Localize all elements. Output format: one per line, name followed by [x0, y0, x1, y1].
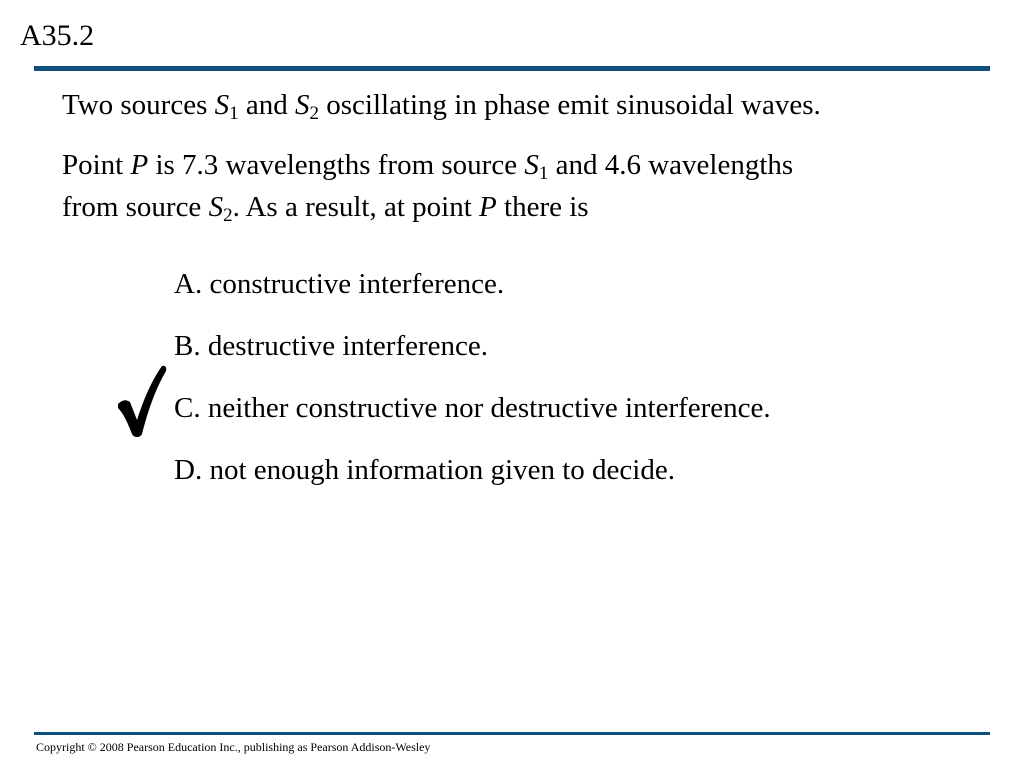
body-text-1: Point: [62, 149, 131, 181]
source-s1-symbol: S: [524, 149, 539, 181]
point-p-symbol: P: [479, 191, 497, 223]
point-p-symbol: P: [130, 149, 149, 181]
checkmark-icon: [116, 364, 168, 438]
top-divider: [34, 66, 990, 71]
option-c: C. neither constructive nor destructive interference.: [174, 392, 771, 424]
source-s2-symbol: S: [208, 191, 224, 223]
intro-text-1: Two sources: [62, 89, 215, 121]
source-s1-subscript: 1: [538, 163, 549, 184]
option-d: D. not enough information given to decide.: [174, 454, 675, 486]
body-text-5: . As a result, at point: [232, 191, 480, 223]
answer-options: [174, 263, 771, 511]
intro-text-2: and: [238, 89, 295, 121]
body-text-4: from source: [62, 191, 209, 223]
source-s1-subscript: 1: [229, 103, 239, 124]
intro-text-3: oscillating in phase emit sinusoidal waves.: [318, 89, 821, 121]
option-a: A. constructive interference.: [174, 268, 505, 300]
option-b: B. destructive interference.: [174, 330, 489, 362]
bottom-divider: [34, 732, 990, 735]
source-s2-subscript: 2: [309, 103, 319, 124]
source-s2-subscript: 2: [223, 205, 233, 226]
body-text-2: is 7.3 wavelengths from source: [148, 149, 525, 181]
copyright-notice: Copyright © 2008 Pearson Education Inc., publishing as Pearson Addison-Wesley: [36, 740, 431, 754]
question-body: [62, 144, 992, 228]
slide-title: A35.2: [20, 19, 95, 52]
source-s2-symbol: S: [294, 89, 310, 121]
source-s1-symbol: S: [214, 89, 230, 121]
body-text-6: there is: [496, 191, 589, 223]
question-intro: [62, 84, 992, 126]
body-text-3: and 4.6 wavelengths: [548, 149, 794, 181]
